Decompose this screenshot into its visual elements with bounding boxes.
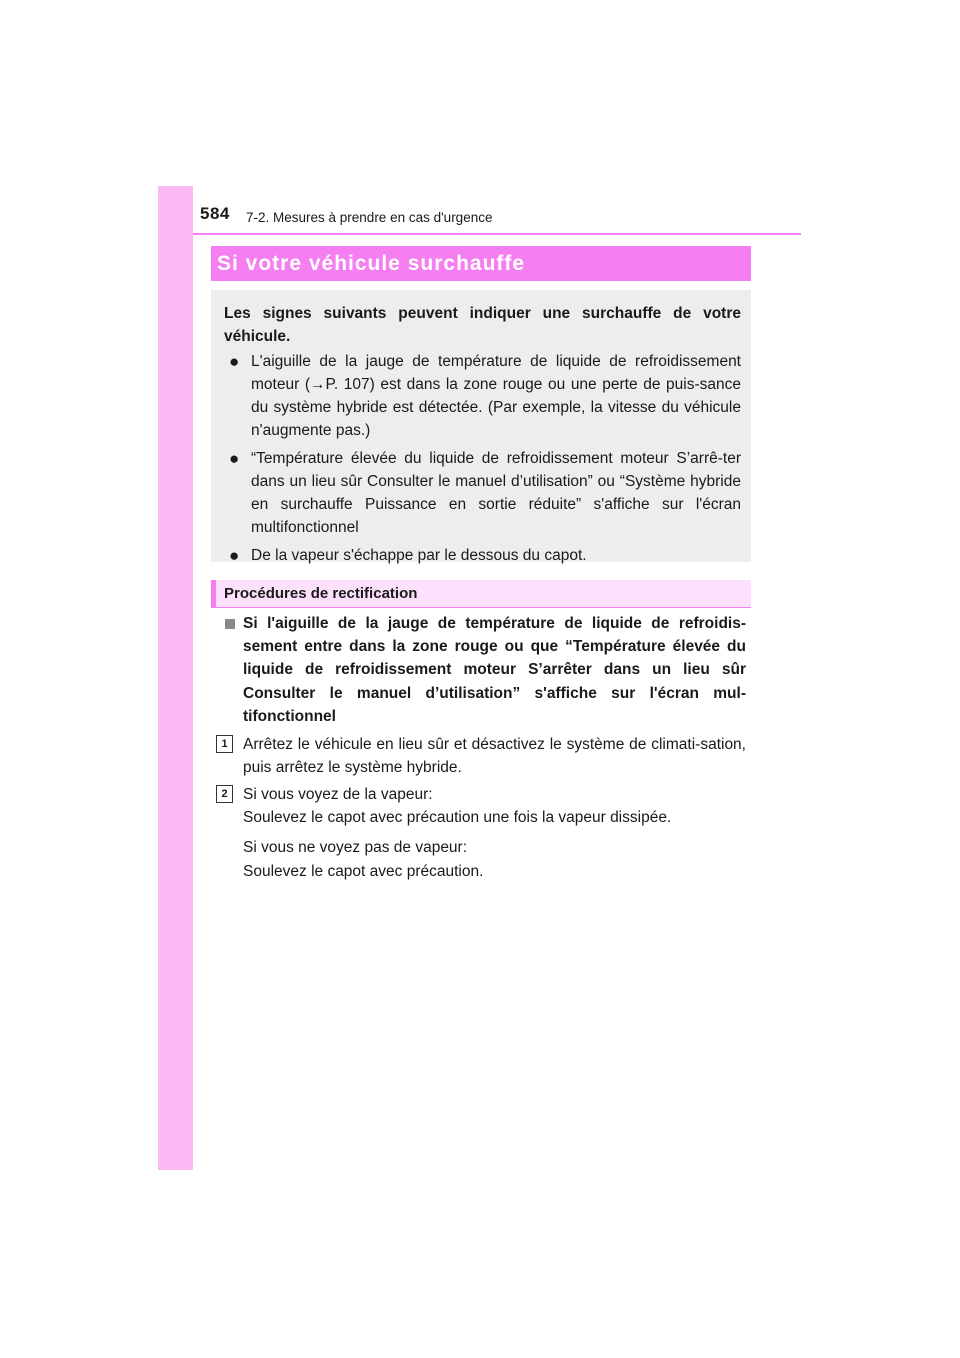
step-number-badge: 2 (216, 785, 233, 803)
step-text: Si vous voyez de la vapeur: (243, 786, 433, 803)
step-text: Soulevez le capot avec précaution. (243, 862, 484, 880)
bullet-icon: ● (229, 546, 240, 565)
section-title: Si votre véhicule surchauffe (211, 246, 751, 281)
bullet-icon: ● (229, 352, 240, 371)
page-number: 584 (200, 204, 230, 223)
step-text: Si vous ne voyez pas de vapeur: (243, 839, 468, 857)
sign-item (224, 447, 741, 539)
step-number-badge: 1 (216, 735, 233, 753)
header-divider (193, 233, 801, 235)
sign-item-text: L'aiguille de la jauge de température de liquide de refroidissement moteur (→P. 107) est dans la zone rouge ou une perte de puis-sance du système hybride est détectée. (Par exemple, la vitesse du véhicule n'augmente pas.) (251, 353, 741, 439)
sign-item-text: De la vapeur s'échappe par le dessous du capot. (251, 547, 587, 564)
sign-item (224, 350, 741, 442)
chapter-side-band (158, 186, 193, 1170)
step-text: Soulevez le capot avec précaution une fois la vapeur dissipée. (243, 809, 672, 827)
sign-item-text: “Température élevée du liquide de refroidissement moteur S’arrê-ter dans un lieu sûr Consulter le manuel d’utilisation” ou “Système hybride en surchauffe Puissance en sortie réduite” s'affiche sur l'écran multifonctionnel (251, 450, 741, 536)
condition-text: Si l'aiguille de la jauge de température de liquide de refroidis-sement entre dans la zone rouge ou que “Température élevée du liquide de refroidissement moteur S’arrêter dans un lieu sûr Consulter le manuel d’utilisation” s'affiche sur l'écran mul-tifonctionnel (243, 615, 746, 725)
sign-item (224, 544, 741, 567)
procedures-heading: Procédures de rectification (211, 580, 751, 608)
step-1 (215, 733, 746, 786)
square-bullet-icon (225, 619, 235, 629)
bullet-icon: ● (229, 449, 240, 468)
condition-heading (225, 612, 746, 728)
chapter-header: 7-2. Mesures à prendre en cas d'urgence (246, 210, 493, 225)
step-2 (215, 783, 746, 883)
signs-box (211, 290, 751, 565)
step-text: Arrêtez le véhicule en lieu sûr et désactivez le système de climati-sation, puis arrêtez le système hybride. (243, 736, 746, 777)
signs-intro: Les signes suivants peuvent indiquer une surchauffe de votre véhicule. (224, 305, 741, 345)
